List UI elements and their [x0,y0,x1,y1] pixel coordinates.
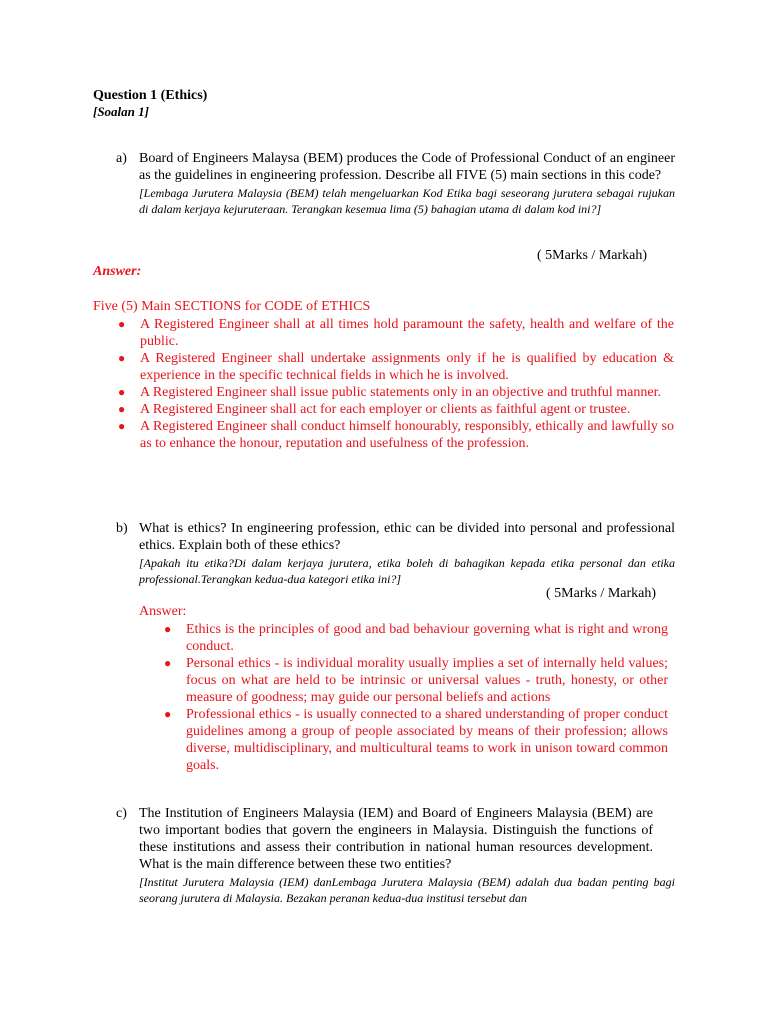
question-title: Question 1 (Ethics) [93,88,208,103]
list-item: ● Personal ethics - is individual morality usually implies a set of internally held values; focus on what are held to be intrinsic or universal values - truth, honesty, or other measure of goodness; may guide our personal beliefs and actions [164,656,668,705]
question-subtitle: [Soalan 1] [93,104,149,119]
question-c-label: c) [116,806,127,821]
list-item: ● A Registered Engineer shall conduct himself honourably, responsibly, ethically and lawfully so as to enhance the honour, reputation and usefulness of the profession. [118,419,674,451]
question-c-translation: [Institut Jurutera Malaysia (IEM) danLembaga Jurutera Malaysia (BEM) adalah dua badan penting bagi seorang jurutera di Malaysia. Bezakan peranan kedua-dua institusi tersebut dan [139,875,675,905]
question-b-label: b) [116,521,128,536]
question-c-text: The Institution of Engineers Malaysia (IEM) and Board of Engineers Malaysia (BEM) are two important bodies that govern the engineers in Malaysia. Distinguish the functions of these institutions and assess their contribution in national human resources development. What is the main difference between these two entities? [139,806,653,872]
answer-a-intro: Five (5) Main SECTIONS for CODE of ETHICS [93,299,371,314]
bullet-dot-icon: ● [164,707,172,721]
list-item: ● A Registered Engineer shall act for each employer or clients as faithful agent or trustee. [118,402,631,417]
bullet-dot-icon: ● [118,385,126,399]
bullet-dot-icon: ● [118,402,126,416]
answer-b-list [164,621,668,774]
list-item: ● A Registered Engineer shall at all times hold paramount the safety, health and welfare of the public. [118,317,674,349]
question-b-translation: [Apakah itu etika?Di dalam kerjaya jurutera, etika boleh di bahagikan kepada etika personal dan etika professional.Terangkan kedua-dua kategori etika ini?] [139,556,675,586]
bullet-dot-icon: ● [164,656,172,670]
question-b [116,520,675,587]
list-item: ● A Registered Engineer shall issue public statements only in an objective and truthful manner. [118,385,661,400]
bullet-dot-icon: ● [164,622,172,636]
question-a-translation: [Lembaga Jurutera Malaysia (BEM) telah mengeluarkan Kod Etika bagi seseorang jurutera sebagai rujukan di dalam kerjaya kejuruteraan. Terangkan kesemua lima (5) bahagian utama di dalam kod ini?] [139,186,675,216]
answer-a-list [118,316,674,452]
bullet-dot-icon: ● [118,351,126,365]
bullet-dot-icon: ● [118,419,126,433]
answer-b-label: Answer: [139,604,187,619]
answer-a-label: Answer: [93,264,142,279]
question-a-marks: ( 5Marks / Markah) [537,248,648,263]
question-a-text: Board of Engineers Malaysa (BEM) produces the Code of Professional Conduct of an engineer as the guidelines in engineering profession. Describe all FIVE (5) main sections in this code? [139,151,675,183]
question-c [116,805,675,906]
list-item: ● Ethics is the principles of good and bad behaviour governing what is right and wrong conduct. [164,622,668,654]
list-item: ● A Registered Engineer shall undertake assignments only if he is qualified by education & experience in the specific technical fields in which he is involved. [118,351,674,383]
list-item: ● Professional ethics - is usually connected to a shared understanding of proper conduct guidelines among a group of people associated by means of their profession; allows diverse, multidisciplinary, and multicultural teams to work in unison toward common goals. [164,707,668,773]
question-a [116,150,675,217]
bullet-dot-icon: ● [118,317,126,331]
question-b-marks: ( 5Marks / Markah) [546,586,657,601]
question-b-text: What is ethics? In engineering profession, ethic can be divided into personal and professional ethics. Explain both of these ethics? [139,521,675,553]
question-a-label: a) [116,151,127,166]
